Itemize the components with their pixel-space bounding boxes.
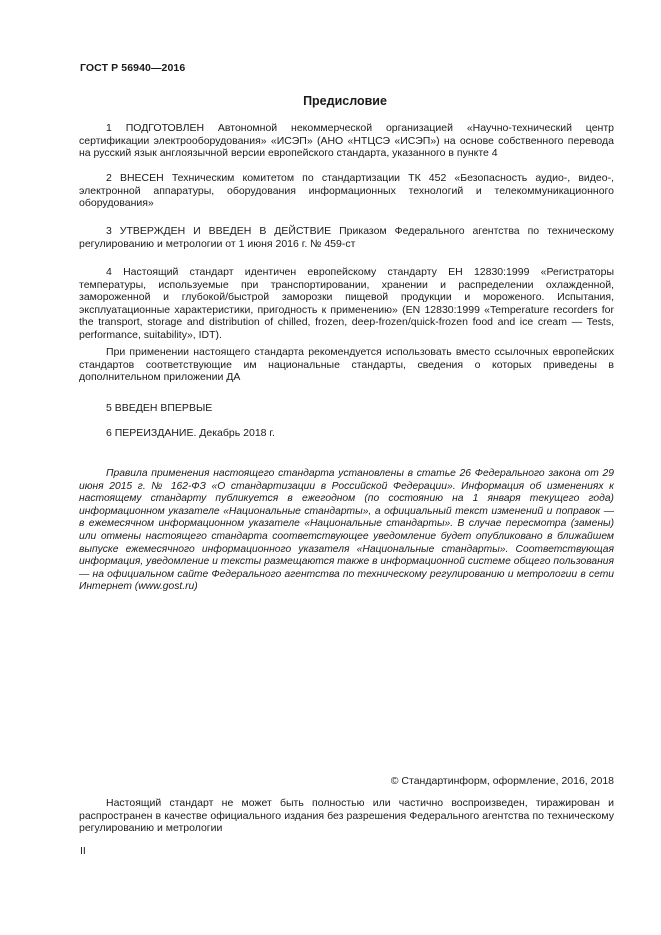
reproduction-note: Настоящий стандарт не может быть полностью или частично воспроизведен, тиражирован и распространен в качестве официального издания без разрешения Федерального агентства по техническому регулированию и метрологии bbox=[79, 797, 614, 834]
foreword-item-3: 3 УТВЕРЖДЕН И ВВЕДЕН В ДЕЙСТВИЕ Приказом Федерального агентства по техническому регулированию и метрологии от 1 июня 2016 г. № 459-ст bbox=[79, 225, 614, 250]
rules-of-application-note: Правила применения настоящего стандарта установлены в статье 26 Федерального закона от 29 июня 2015 г. № 162-ФЗ «О стандартизации в Российской Федерации». Информация об изменениях к настоящему стандарту публикуется в ежегодном (по состоянию на 1 января текущего года) информационном указателе «Национальные стандарты», а официальный текст изменений и поправок — в ежемесячном информационном указателе «Национальные стандарты». В случае пересмотра (замены) или отмены настоящего стандарта соответствующее уведомление будет опубликовано в ближайшем выпуске ежемесячного информационного указателя «Национальные стандарты». Соответствующая информация, уведомление и тексты размещаются также в информационной системе общего пользования — на официальном сайте Федерального агентства по техническому регулированию и метрологии в сети Интернет (www.gost.ru) bbox=[79, 468, 614, 593]
page-number: II bbox=[80, 845, 86, 857]
copyright-line: © Стандартинформ, оформление, 2016, 2018 bbox=[390, 775, 614, 787]
foreword-item-4: 4 Настоящий стандарт идентичен европейскому стандарту ЕН 12830:1999 «Регистраторы температуры, используемые при транспортировании, хранении и распределении охлажденной, замороженной и глубокой/быстрой заморозки пищевой продукции и мороженого. Испытания, эксплуатационные характеристики, пригодность к применению» (EN 12830:1999 «Temperature recorders for the transport, storage and distribution of chilled, frozen, deep-frozen/quick-frozen food and ice cream — Tests, performance, suitability», IDT). bbox=[79, 266, 614, 341]
foreword-item-5: 5 ВВЕДЕН ВПЕРВЫЕ bbox=[106, 402, 213, 414]
foreword-item-6: 6 ПЕРЕИЗДАНИЕ. Декабрь 2018 г. bbox=[106, 427, 275, 439]
foreword-item-2: 2 ВНЕСЕН Техническим комитетом по стандартизации ТК 452 «Безопасность аудио-, видео-, электронной аппаратуры, оборудования информационных технологий и телекоммуникационного оборудования» bbox=[79, 172, 614, 209]
page-title: Предисловие bbox=[303, 94, 387, 108]
foreword-item-1: 1 ПОДГОТОВЛЕН Автономной некоммерческой организацией «Научно-технический центр сертификации электрооборудования» «ИСЭП» (АНО «НТЦСЭ «ИСЭП») на основе собственного перевода на русский язык англоязычной версии европейского стандарта, указанного в пункте 4 bbox=[79, 122, 614, 159]
foreword-item-4-note: При применении настоящего стандарта рекомендуется использовать вместо ссылочных европейских стандартов соответствующие им национальные стандарты, сведения о которых приведены в дополнительном приложении ДА bbox=[79, 346, 614, 383]
document-code: ГОСТ Р 56940—2016 bbox=[80, 62, 186, 74]
